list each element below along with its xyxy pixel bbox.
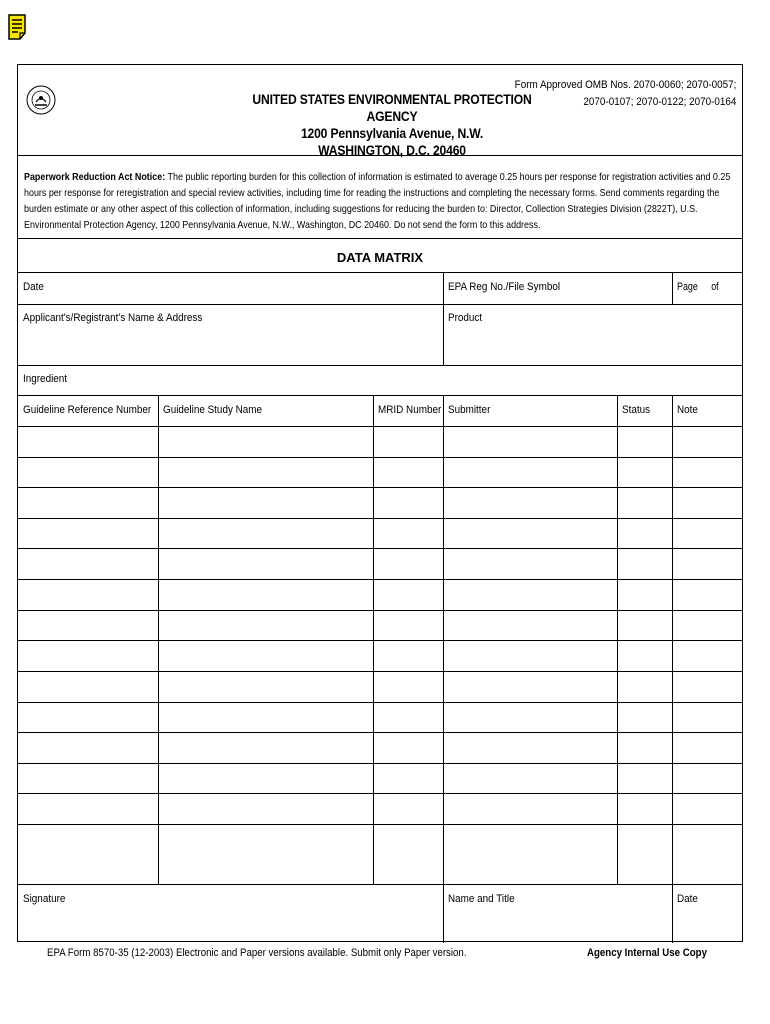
reg-no-field[interactable] (443, 273, 672, 305)
table-cell-study-name[interactable] (158, 610, 373, 641)
table-cell-status[interactable] (617, 702, 672, 733)
table-cell-status[interactable] (617, 579, 672, 610)
note-icon (8, 14, 26, 40)
table-cell-study-name[interactable] (158, 732, 373, 763)
col-mrid-text: MRID Number (378, 404, 442, 416)
product-label: Product (448, 312, 483, 324)
table-cell-status[interactable] (617, 518, 672, 549)
table-cell-mrid[interactable] (373, 671, 443, 702)
epa-seal-icon (26, 85, 56, 115)
table-cell-status[interactable] (617, 671, 672, 702)
table-cell-mrid[interactable] (373, 487, 443, 518)
signature-date-field[interactable] (672, 885, 742, 941)
col-status-text: Status (622, 404, 651, 416)
col-study-name (158, 396, 373, 426)
agency-street: 1200 Pennsylvania Avenue, N.W. (300, 126, 484, 141)
table-cell-note[interactable] (672, 640, 742, 671)
table-cell-submitter[interactable] (443, 793, 617, 824)
omb-line-1: Form Approved OMB Nos. 2070-0060; 2070-0057; (514, 79, 736, 91)
table-cell-mrid[interactable] (373, 548, 443, 579)
table-cell-study-name[interactable] (158, 426, 373, 457)
table-cell-note[interactable] (672, 487, 742, 518)
table-cell-status[interactable] (617, 763, 672, 794)
col-note (672, 396, 742, 426)
table-cell-study-name[interactable] (158, 579, 373, 610)
table-cell-status[interactable] (617, 824, 672, 855)
table-cell-study-name[interactable] (158, 640, 373, 671)
table-cell-status[interactable] (617, 610, 672, 641)
name-title-label: Name and Title (448, 893, 515, 905)
table-cell-guideline-ref[interactable] (18, 793, 158, 824)
table-cell-submitter[interactable] (443, 457, 617, 488)
table-cell-guideline-ref[interactable] (18, 824, 158, 855)
table-cell-mrid[interactable] (373, 457, 443, 488)
table-cell-submitter[interactable] (443, 610, 617, 641)
table-cell-guideline-ref[interactable] (18, 518, 158, 549)
applicant-label: Applicant's/Registrant's Name & Address (23, 312, 203, 324)
table-cell-guideline-ref[interactable] (18, 702, 158, 733)
table-cell-guideline-ref[interactable] (18, 548, 158, 579)
table-cell-note[interactable] (672, 579, 742, 610)
table-cell-note[interactable] (672, 548, 742, 579)
table-cell-study-name[interactable] (158, 518, 373, 549)
form-title: DATA MATRIX (18, 239, 742, 273)
table-cell-note[interactable] (672, 426, 742, 457)
table-cell-mrid[interactable] (373, 763, 443, 794)
table-cell-mrid[interactable] (373, 610, 443, 641)
table-cell-note[interactable] (672, 457, 742, 488)
table-cell-submitter[interactable] (443, 426, 617, 457)
form-header (18, 65, 742, 156)
table-cell-submitter[interactable] (443, 732, 617, 763)
table-cell-note[interactable] (672, 732, 742, 763)
table-cell-note[interactable] (672, 671, 742, 702)
col-note-text: Note (677, 404, 698, 416)
signature-date-label: Date (677, 893, 698, 905)
table-cell-mrid[interactable] (373, 702, 443, 733)
table-cell-mrid[interactable] (373, 518, 443, 549)
applicant-field[interactable] (18, 304, 443, 365)
table-cell-guideline-ref[interactable] (18, 426, 158, 457)
ingredient-label: Ingredient (23, 373, 68, 385)
table-cell-study-name[interactable] (158, 763, 373, 794)
table-cell-guideline-ref[interactable] (18, 579, 158, 610)
signature-label: Signature (23, 893, 66, 905)
col-status (617, 396, 672, 426)
table-cell-guideline-ref[interactable] (18, 671, 158, 702)
table-cell-guideline-ref[interactable] (18, 640, 158, 671)
paperwork-notice (18, 156, 742, 239)
table-cell-guideline-ref[interactable] (18, 457, 158, 488)
table-cell-submitter[interactable] (443, 579, 617, 610)
table-cell-note[interactable] (672, 702, 742, 733)
table-cell-study-name[interactable] (158, 487, 373, 518)
of-label: of (711, 281, 719, 293)
table-cell-submitter[interactable] (443, 702, 617, 733)
table-cell-status[interactable] (617, 457, 672, 488)
col-guideline-ref (18, 396, 158, 426)
col-submitter (443, 396, 617, 426)
table-cell-note[interactable] (672, 793, 742, 824)
omb-approval (514, 77, 736, 111)
agency-name: UNITED STATES ENVIRONMENTAL PROTECTION AGENCY (252, 92, 532, 124)
table-cell-submitter[interactable] (443, 763, 617, 794)
table-cell-note[interactable] (672, 763, 742, 794)
col-mrid (373, 396, 443, 426)
omb-line-2: 2070-0107; 2070-0122; 2070-0164 (582, 96, 736, 108)
table-cell-study-name[interactable] (158, 793, 373, 824)
date-label: Date (23, 281, 44, 293)
table-cell-submitter[interactable] (443, 548, 617, 579)
table-cell-study-name[interactable] (158, 671, 373, 702)
notice-label: Paperwork Reduction Act Notice: (24, 172, 166, 183)
table-cell-mrid[interactable] (373, 793, 443, 824)
table-cell-mrid[interactable] (373, 640, 443, 671)
col-submitter-text: Submitter (448, 404, 491, 416)
form-number: EPA Form 8570-35 (12-2003) Electronic and Paper versions available. Submit only Paper version. (47, 947, 467, 959)
page-field[interactable] (672, 273, 742, 305)
table-cell-submitter[interactable] (443, 640, 617, 671)
table-cell-status[interactable] (617, 732, 672, 763)
table-cell-mrid[interactable] (373, 426, 443, 457)
table-cell-status[interactable] (617, 640, 672, 671)
table-cell-study-name[interactable] (158, 548, 373, 579)
table-cell-guideline-ref[interactable] (18, 610, 158, 641)
date-field[interactable] (18, 273, 443, 305)
table-cell-submitter[interactable] (443, 824, 617, 855)
page-label: Page (677, 281, 698, 293)
table-cell-study-name[interactable] (158, 824, 373, 855)
col-guideline-ref-text: Guideline Reference Number (23, 404, 152, 416)
table-cell-study-name[interactable] (158, 457, 373, 488)
table-cell-status[interactable] (617, 426, 672, 457)
table-cell-status[interactable] (617, 487, 672, 518)
table-cell-mrid[interactable] (373, 824, 443, 855)
table-cell-guideline-ref[interactable] (18, 763, 158, 794)
agency-block (248, 91, 536, 159)
table-cell-submitter[interactable] (443, 487, 617, 518)
product-field[interactable] (443, 304, 742, 365)
table-cell-submitter[interactable] (443, 671, 617, 702)
copy-label: Agency Internal Use Copy (587, 947, 707, 959)
col-study-name-text: Guideline Study Name (163, 404, 263, 416)
table-cell-note[interactable] (672, 610, 742, 641)
table-cell-guideline-ref[interactable] (18, 487, 158, 518)
table-cell-guideline-ref[interactable] (18, 732, 158, 763)
table-cell-note[interactable] (672, 518, 742, 549)
table-cell-study-name[interactable] (158, 702, 373, 733)
notice-text: The public reporting burden for this collection of information is estimated to average 0.25 hours per response for registration activities and 0.25 hours per response for reregistration and special review activities, including time for reading the instructions and completing the necessary forms. Send comments regarding the burden estimate or any other aspect of this collection of information, including suggestions for reducing the burden to: Director, Collection Strategies Division (2822T), U.S. Environmental Protection Agency, 1200 Pennsylvania Avenue, N.W., Washington, DC 20460. Do not send the form to this address. (24, 172, 731, 231)
table-cell-mrid[interactable] (373, 732, 443, 763)
table-cell-mrid[interactable] (373, 579, 443, 610)
ingredient-field[interactable] (18, 365, 742, 395)
reg-no-label: EPA Reg No./File Symbol (448, 281, 561, 293)
table-cell-status[interactable] (617, 793, 672, 824)
signature-field[interactable] (18, 885, 443, 941)
agency-city: WASHINGTON, D.C. 20460 (318, 143, 466, 158)
name-title-field[interactable] (443, 885, 672, 941)
table-cell-note[interactable] (672, 824, 742, 855)
table-cell-status[interactable] (617, 548, 672, 579)
data-matrix-form (17, 64, 743, 942)
table-cell-submitter[interactable] (443, 518, 617, 549)
